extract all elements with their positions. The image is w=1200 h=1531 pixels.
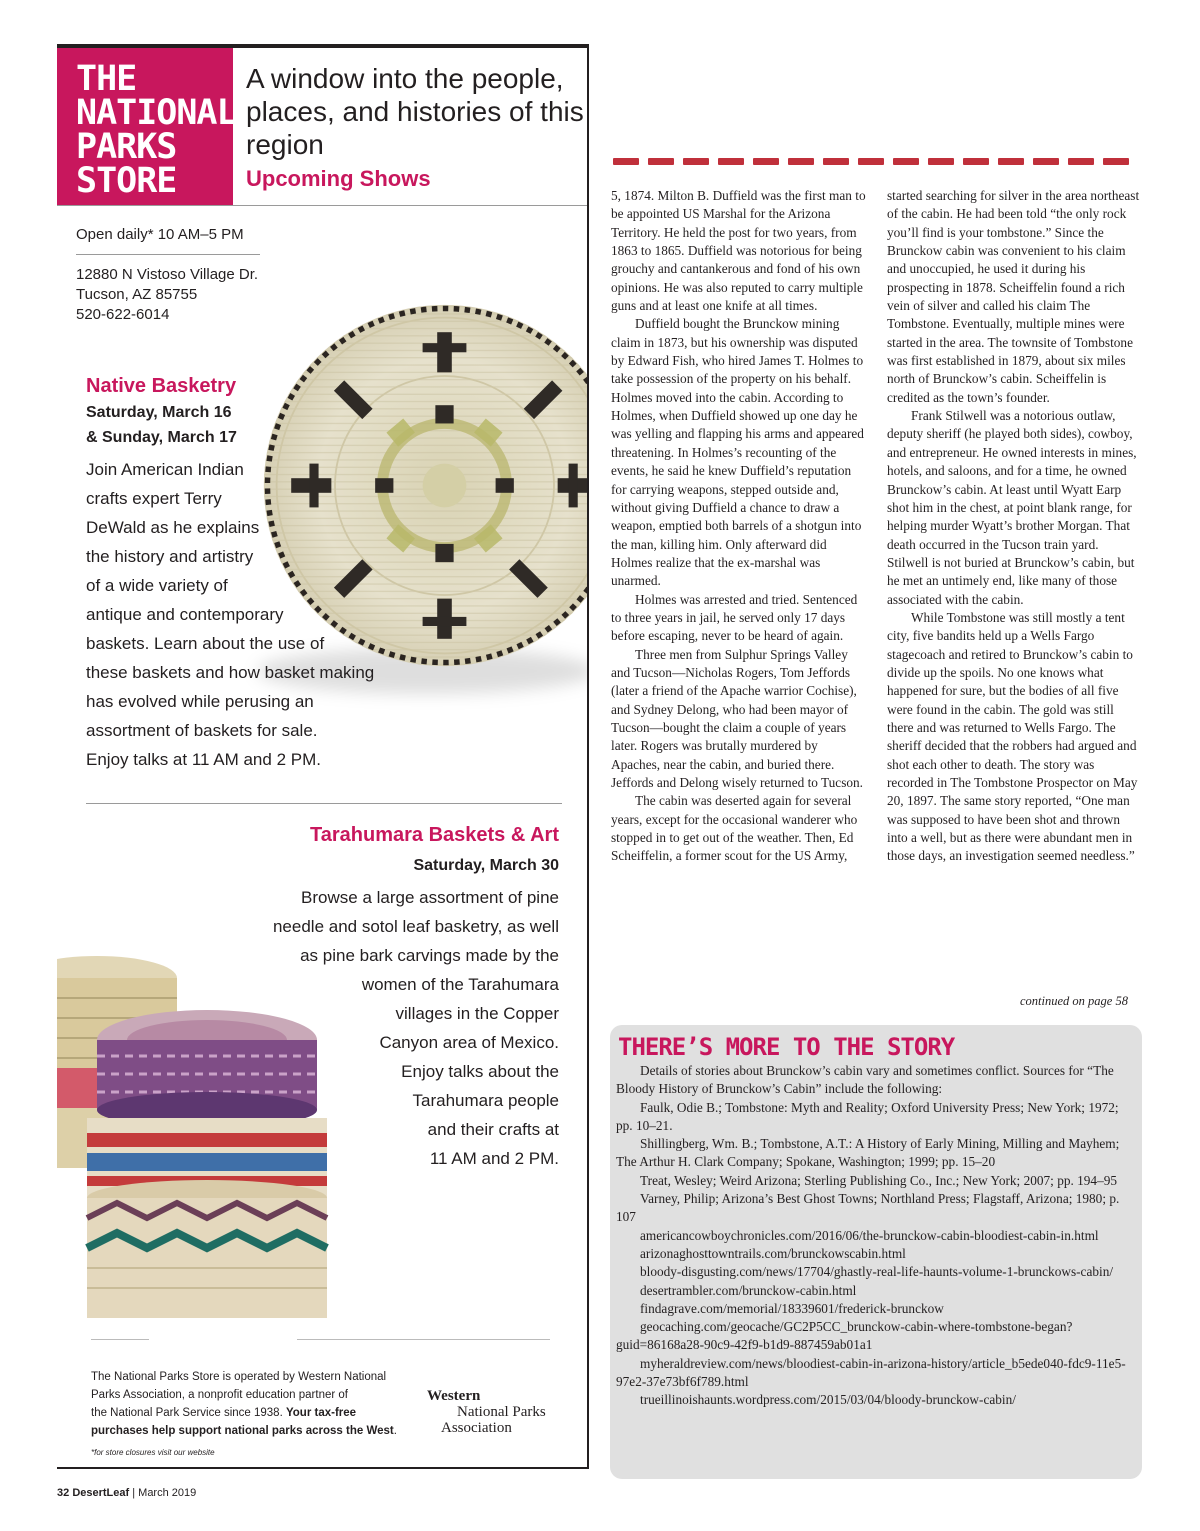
article-paragraph: Duffield bought the Brunckow mining claim in 1873, but his ownership was disputed by Edward Fish, who hired James T. Holmes to take possession of the property on his behalf. Holmes moved into the cabin. According to Holmes, when Duffield showed up one day he was yelling and flapping his arms and appeared threatening. In Holmes’s recounting of the events, he said he knew Duffield’s reputation for carrying weapons, stepped outside and, without giving Duffield a chance to draw a weapon, emptied both barrels of a shotgun into the man, killing him. Only afterward did Holmes realize that the ex-marshal was unarmed. <box>611 316 864 589</box>
event-text-line: and their crafts at <box>427 1120 559 1139</box>
continued-on-page: continued on page 58 <box>1020 994 1128 1008</box>
article-paragraph: The cabin was deserted again for several years, except for the occasional wanderer who stopped in to get out of the weather. Then, Ed Scheiffelin, a former scout for the US Army, <box>611 793 858 864</box>
source-entry: Treat, Wesley; Weird Arizona; Sterling Publishing Co., Inc.; New York; 2007; pp. 194–95 <box>640 1172 1118 1188</box>
source-link[interactable]: desertrambler.com/brunckow-cabin.html <box>640 1282 857 1298</box>
footer-line: the National Park Service since 1938. <box>91 1407 286 1419</box>
store-closures-footnote: *for store closures visit our website <box>91 1448 215 1457</box>
event-text-line: Canyon area of Mexico. <box>379 1033 559 1052</box>
footer-end: . <box>393 1425 397 1437</box>
event-description <box>86 455 406 774</box>
source-link[interactable]: findagrave.com/memorial/18339601/frederick-brunckow <box>640 1300 944 1316</box>
footer-separator: | <box>132 1487 136 1499</box>
event-text-line: 11 AM and 2 PM. <box>429 1149 559 1168</box>
event-text-line: of a wide variety of <box>86 576 228 595</box>
divider <box>76 254 260 255</box>
event-text-line: assortment of baskets for sale. <box>86 721 318 740</box>
brand-line: PARKS <box>76 127 177 167</box>
event-text-line: women of the Tarahumara <box>361 975 559 994</box>
event-title: Tarahumara Baskets & Art <box>310 824 559 846</box>
phone-number: 520-622-6014 <box>76 306 170 323</box>
event-date: & Sunday, March 17 <box>86 429 237 446</box>
source-entry: Shillingberg, Wm. B.; Tombstone, A.T.: A History of Early Mining, Milling and Mayhem; The Arthur H. Clark Company; Spokane, Washington; 1999; pp. 15–20 <box>616 1136 1120 1170</box>
page-number: 32 <box>57 1487 70 1499</box>
address-line: 12880 N Vistoso Village Dr. <box>76 266 259 283</box>
footer-bold: purchases help support national parks across the West <box>91 1425 394 1437</box>
ad-footer-text <box>91 1368 411 1440</box>
event-date: Saturday, March 16 <box>86 404 232 421</box>
event-text-line: Tarahumara people <box>412 1091 559 1110</box>
event-text-line: antique and contemporary <box>86 605 284 624</box>
sources-sidebar <box>610 1025 1142 1479</box>
source-link[interactable]: arizonaghosttowntrails.com/brunckowscabin.html <box>640 1245 906 1261</box>
divider <box>297 1339 550 1340</box>
event-date: Saturday, March 30 <box>413 857 559 874</box>
event-text-line: Browse a large assortment of pine <box>301 888 559 907</box>
event-text-line: baskets. Learn about the use of <box>86 634 325 653</box>
divider <box>91 1339 149 1340</box>
source-entry: Details of stories about Brunckow’s cabin vary and sometimes conflict. Sources for “The Bloody History of Brunckow’s Cabin” include the following: <box>616 1063 1114 1097</box>
source-link[interactable]: bloody-disgusting.com/news/17704/ghastly-real-life-haunts-volume-1-brunckows-cabin/ <box>640 1264 1114 1280</box>
source-link[interactable]: myheraldreview.com/news/bloodiest-cabin-in-arizona-history/article_b5ede040-fdc9-11e5-97e2-37e73bf6f789.html <box>616 1355 1126 1390</box>
brand-line: THE <box>76 59 137 99</box>
page-footer <box>57 1487 196 1499</box>
article-paragraph: 5, 1874. Milton B. Duffield was the first man to be appointed US Marshal for the Arizona Territory. He held the post for two years, from 1863 to 1865. Duffield was notorious for being grouchy and cantankerous and fond of his own opinions. He was also reputed to carry multiple guns and at least one knife at all times. <box>611 188 866 314</box>
article-paragraph: While Tombstone was still mostly a tent city, five bandits held up a Wells Fargo stagecoach and retired to Brunckow’s cabin to divide up the spoils. No one knows what happened for sure, but the bodies of all five were found in the cabin. The gold was still there and was returned to Wells Fargo. The sheriff decided that the robbers had argued and shot each other to death. The story was recorded in The Tombstone Prospector on May 20, 1897. The same story reported, “One man was supposed to have been shot and thrown into a well, but as there were abundant men in those days, an investigation seemed needless.” <box>887 609 1138 864</box>
brand-line: STORE <box>76 161 177 201</box>
issue-date: March 2019 <box>138 1487 197 1499</box>
divider <box>57 205 587 206</box>
brand-logo <box>57 48 237 206</box>
sources-list <box>616 1062 1134 1410</box>
wnpa-logo <box>427 1388 577 1436</box>
article-paragraph: Three men from Sulphur Springs Valley and Tucson—Nicholas Rogers, Tom Jeffords (later a friend of the Apache warrior Cochise), and Sydney Delong, who had been mayor of Tucson—bought the claim a couple of years later. Rogers was brutally murdered by Apaches, near the cabin, and buried there. Jeffords and Delong wisely returned to Tucson. <box>611 646 863 790</box>
event-text-line: needle and sotol leaf basketry, as well <box>272 917 559 936</box>
event-text-line: Join American Indian <box>86 460 244 479</box>
store-hours: Open daily* 10 AM–5 PM <box>76 226 244 243</box>
event-description <box>239 883 559 1173</box>
event-title: Native Basketry <box>86 375 237 397</box>
source-link[interactable]: geocaching.com/geocache/GC2P5CC_brunckow-cabin-where-tombstone-began?guid=86168a28-90c9-42f9-b1d9-887459ab01a1 <box>616 1319 1073 1353</box>
event-text-line: villages in the Copper <box>395 1004 559 1023</box>
footer-line: Parks Association, a nonprofit education partner of <box>91 1389 348 1401</box>
article-column-2 <box>887 187 1143 866</box>
national-parks-store-ad <box>57 44 589 1469</box>
source-link[interactable]: americancowboychronicles.com/2016/06/the-brunckow-cabin-bloodiest-cabin-in.html <box>640 1227 1099 1243</box>
sidebar-title: THERE’S MORE TO THE STORY <box>618 1033 955 1061</box>
article-paragraph: Holmes was arrested and tried. Sentenced to three years in jail, he served only 17 days before escaping, never to be heard of again. <box>611 591 858 644</box>
article-column-1 <box>611 187 867 866</box>
event-text-line: the history and artistry <box>86 547 254 566</box>
decorative-dash-rule <box>613 156 1143 166</box>
article-paragraph: Frank Stilwell was a notorious outlaw, deputy sheriff (he played both sides), cowboy, and entrepreneur. He owned interests in mines, hotels, and saloons, and for a time, he owned Brunckow’s cabin. At least until Wyatt Earp shot him in the chest, at point blank range, for helping murder Wyatt’s brother Morgan. That death occurred in the Tucson train yard. Stilwell is not buried at Brunckow’s cabin, but he met an untimely end, like many of those associated with the cabin. <box>887 408 1137 607</box>
wnpa-line: National Parks <box>457 1404 546 1420</box>
source-entry: Faulk, Odie B.; Tombstone: Myth and Reality; Oxford University Press; New York; 1972; pp. 10–21. <box>616 1099 1119 1133</box>
event-text-line: DeWald as he explains <box>86 518 260 537</box>
address-line: Tucson, AZ 85755 <box>76 286 198 303</box>
footer-bold: Your tax-free <box>285 1407 357 1419</box>
ad-tagline: A window into the people, places, and histories of this region <box>246 63 584 160</box>
brand-line: NATIONAL <box>76 93 237 133</box>
event-text-line: Enjoy talks at 11 AM and 2 PM. <box>86 750 321 769</box>
wnpa-line: Western <box>427 1388 481 1404</box>
upcoming-shows-label: Upcoming Shows <box>246 166 431 191</box>
source-entry: Varney, Philip; Arizona’s Best Ghost Towns; Northland Press; Flagstaff, Arizona; 1980; p. 107 <box>616 1191 1120 1225</box>
event-text-line: as pine bark carvings made by the <box>300 946 559 965</box>
footer-line: The National Parks Store is operated by Western National <box>91 1371 387 1383</box>
event-text-line: crafts expert Terry <box>86 489 222 508</box>
magazine-name: DesertLeaf <box>72 1487 130 1499</box>
source-link[interactable]: trueillinoishaunts.wordpress.com/2015/03/04/bloody-brunckow-cabin/ <box>640 1392 1016 1408</box>
wnpa-line: Association <box>441 1420 512 1436</box>
event-text-line: these baskets and how basket making <box>86 663 375 682</box>
event-text-line: has evolved while perusing an <box>86 692 314 711</box>
divider <box>86 803 562 804</box>
article-paragraph: started searching for silver in the area northeast of the cabin. He had been told “the only rock you’ll find is your tombstone.” Since the Brunckow cabin was convenient to his claim and unoccupied, he used it during his prospecting in 1878. Scheiffelin found a rich vein of silver and called his claim The Tombstone. Eventually, multiple mines were started in the area. The townsite of Tombstone was first established in 1879, about six miles north of Brunckow’s cabin. Scheiffelin is credited as the town’s founder. <box>887 188 1140 405</box>
event-text-line: Enjoy talks about the <box>401 1062 559 1081</box>
